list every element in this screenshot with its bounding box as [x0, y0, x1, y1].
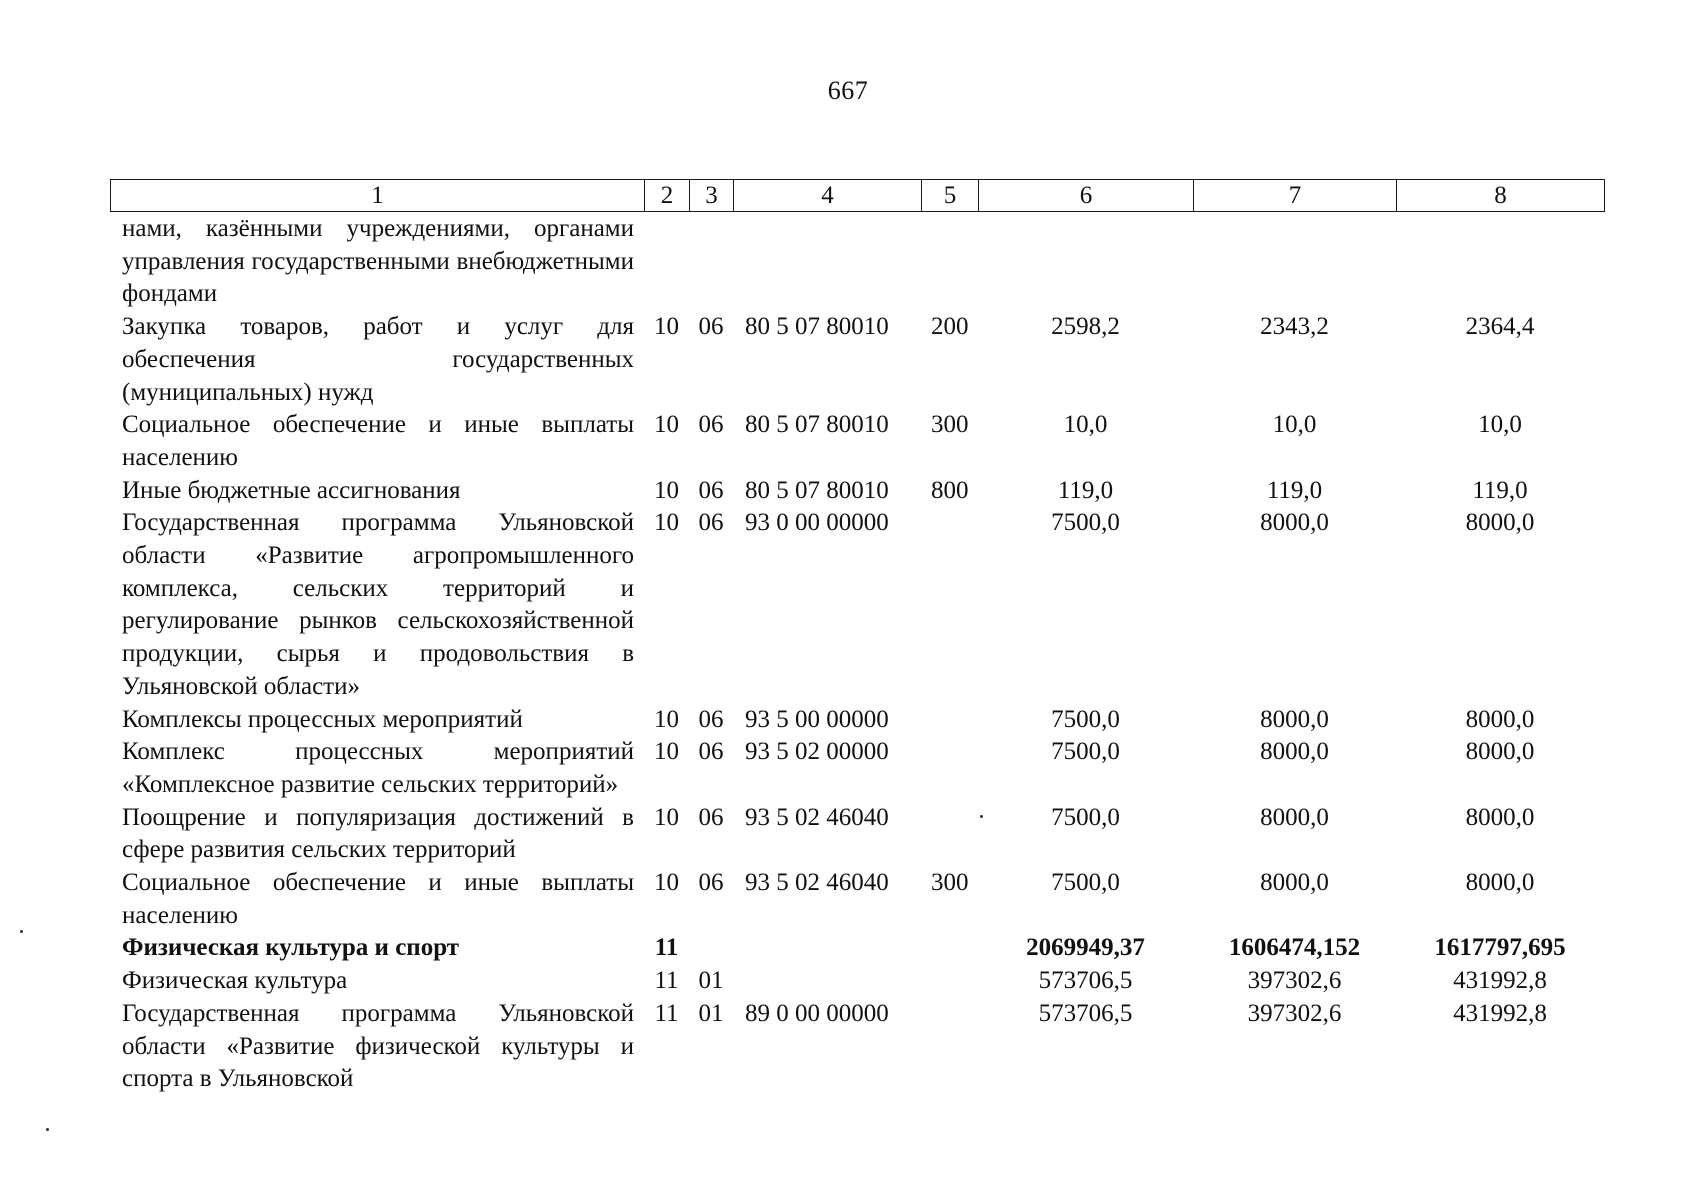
target-article-code	[733, 932, 921, 965]
section-code: 11	[654, 934, 679, 962]
amount-year-3: 2364,4	[1465, 313, 1535, 341]
subsection-code: 01	[698, 967, 724, 995]
expense-type-code	[921, 802, 978, 867]
amount-year-2: 397302,6	[1247, 999, 1342, 1027]
subsection-code: 06	[698, 705, 724, 733]
subsection-code: 06	[698, 476, 724, 504]
expense-type-code	[921, 998, 978, 1096]
row-name: Физическая культура	[122, 967, 348, 995]
subsection-code: 06	[698, 411, 724, 439]
row-name: Социальное обеспечение и иные выплаты населению	[122, 869, 634, 929]
table-row	[110, 475, 1604, 508]
target-article-code: 80 5 07 80010	[745, 476, 889, 504]
amount-year-2: 397302,6	[1247, 967, 1342, 995]
table-row	[110, 213, 1604, 311]
amount-year-1: 2069949,37	[1026, 934, 1145, 962]
section-code: 10	[654, 869, 679, 897]
amount-year-1: 10,0	[1063, 411, 1108, 439]
column-header-6: 6	[979, 180, 1194, 212]
table-row	[110, 507, 1604, 703]
section-code	[644, 213, 689, 311]
amount-year-2: 1606474,152	[1228, 934, 1361, 962]
target-article-code: 80 5 07 80010	[745, 411, 889, 439]
row-name: Закупка товаров, работ и услуг для обеспечения государственных (муниципальных) нужд	[122, 313, 634, 406]
amount-year-3	[1396, 213, 1604, 311]
budget-table	[110, 213, 1604, 1096]
expense-type-code: 300	[931, 869, 969, 897]
amount-year-2: 10,0	[1272, 411, 1317, 439]
row-name: нами, казёнными учреждениями, органами управления государственными внебюджетными фондами	[122, 215, 634, 308]
section-code: 10	[654, 411, 679, 439]
subsection-code: 06	[698, 738, 724, 766]
table-row	[110, 736, 1604, 801]
expense-type-code	[921, 965, 978, 998]
expense-type-code	[921, 213, 978, 311]
amount-year-1: 119,0	[1057, 476, 1114, 504]
amount-year-2: 8000,0	[1260, 738, 1329, 766]
section-code: 10	[654, 705, 679, 733]
column-header-row	[111, 180, 1605, 212]
amount-year-3: 8000,0	[1465, 705, 1535, 733]
target-article-code: 80 5 07 80010	[745, 313, 889, 341]
expense-type-code: 800	[931, 476, 969, 504]
column-header-8: 8	[1397, 180, 1605, 212]
amount-year-3: 119,0	[1472, 476, 1528, 504]
table-row	[110, 409, 1604, 474]
table-row	[110, 932, 1604, 965]
amount-year-1: 7500,0	[1051, 869, 1120, 897]
amount-year-1	[978, 213, 1193, 311]
amount-year-2: 8000,0	[1260, 869, 1329, 897]
scan-speck	[46, 1128, 49, 1131]
target-article-code	[733, 213, 921, 311]
expense-type-code	[921, 507, 978, 703]
row-name: Физическая культура и спорт	[122, 934, 460, 962]
target-article-code: 93 0 00 00000	[745, 509, 889, 537]
expense-type-code: 300	[931, 411, 969, 439]
amount-year-1: 573706,5	[1038, 999, 1133, 1027]
target-article-code: 89 0 00 00000	[745, 999, 889, 1027]
section-code: 10	[654, 313, 679, 341]
amount-year-2: 119,0	[1266, 476, 1323, 504]
amount-year-1: 7500,0	[1051, 705, 1120, 733]
table-row	[110, 311, 1604, 409]
subsection-code: 06	[698, 509, 724, 537]
column-header-table	[110, 179, 1605, 212]
target-article-code: 93 5 02 46040	[745, 803, 889, 831]
row-name: Социальное обеспечение и иные выплаты населению	[122, 411, 634, 471]
amount-year-2: 8000,0	[1260, 803, 1329, 831]
table-row	[110, 867, 1604, 932]
amount-year-2: 8000,0	[1260, 509, 1329, 537]
section-code: 10	[654, 476, 679, 504]
expense-type-code	[921, 736, 978, 801]
subsection-code: 06	[698, 803, 724, 831]
amount-year-3: 8000,0	[1465, 803, 1535, 831]
section-code: 10	[654, 738, 679, 766]
target-article-code: 93 5 02 00000	[745, 738, 889, 766]
scan-speck	[980, 815, 983, 818]
section-code: 10	[654, 509, 679, 537]
row-name: Комплекс процессных мероприятий «Комплексное развитие сельских территорий»	[122, 738, 634, 798]
amount-year-1: 7500,0	[1051, 509, 1120, 537]
amount-year-1: 7500,0	[1051, 738, 1120, 766]
amount-year-3: 8000,0	[1465, 869, 1535, 897]
amount-year-1: 7500,0	[1051, 803, 1120, 831]
amount-year-3: 8000,0	[1465, 509, 1535, 537]
subsection-code: 06	[698, 313, 724, 341]
table-row	[110, 965, 1604, 998]
amount-year-2: 8000,0	[1260, 705, 1329, 733]
row-name: Комплексы процессных мероприятий	[122, 705, 523, 733]
budget-table-body	[110, 213, 1604, 1096]
amount-year-3: 431992,8	[1453, 967, 1547, 995]
section-code: 11	[654, 999, 679, 1027]
subsection-code	[689, 932, 733, 965]
table-row	[110, 998, 1604, 1096]
column-header-1: 1	[111, 180, 645, 212]
column-header-4: 4	[734, 180, 922, 212]
table-row	[110, 802, 1604, 867]
column-header-7: 7	[1194, 180, 1397, 212]
subsection-code	[689, 213, 733, 311]
scan-speck	[20, 930, 23, 933]
expense-type-code	[921, 932, 978, 965]
row-name: Поощрение и популяризация достижений в сфере развития сельских территорий	[122, 803, 634, 864]
amount-year-2	[1193, 213, 1396, 311]
section-code: 10	[654, 803, 679, 831]
column-header-5: 5	[922, 180, 979, 212]
amount-year-1: 573706,5	[1038, 967, 1133, 995]
amount-year-3: 1617797,695	[1434, 934, 1566, 962]
row-name: Иные бюджетные ассигнования	[122, 476, 461, 504]
row-name: Государственная программа Ульяновской области «Развитие физической культуры и спорта в Ульяновской	[122, 999, 634, 1093]
table-row	[110, 704, 1604, 737]
subsection-code: 01	[698, 999, 724, 1027]
expense-type-code: 200	[931, 313, 969, 341]
section-code: 11	[654, 967, 679, 995]
amount-year-3: 8000,0	[1465, 738, 1535, 766]
target-article-code: 93 5 00 00000	[745, 705, 889, 733]
column-header-3: 3	[690, 180, 734, 212]
subsection-code: 06	[698, 869, 724, 897]
row-name: Государственная программа Ульяновской области «Развитие агропромышленного комплекса, сельских территорий и регулирование рынков сельскохозяйственной продукции, сырья и продовольствия в Ульяновской области»	[122, 509, 634, 700]
expense-type-code	[921, 704, 978, 737]
target-article-code	[733, 965, 921, 998]
amount-year-3: 431992,8	[1453, 999, 1547, 1027]
amount-year-1: 2598,2	[1051, 313, 1120, 341]
amount-year-2: 2343,2	[1260, 313, 1329, 341]
amount-year-3: 10,0	[1478, 411, 1522, 439]
page-number: 667	[827, 76, 869, 105]
target-article-code: 93 5 02 46040	[745, 869, 889, 897]
column-header-2: 2	[645, 180, 690, 212]
